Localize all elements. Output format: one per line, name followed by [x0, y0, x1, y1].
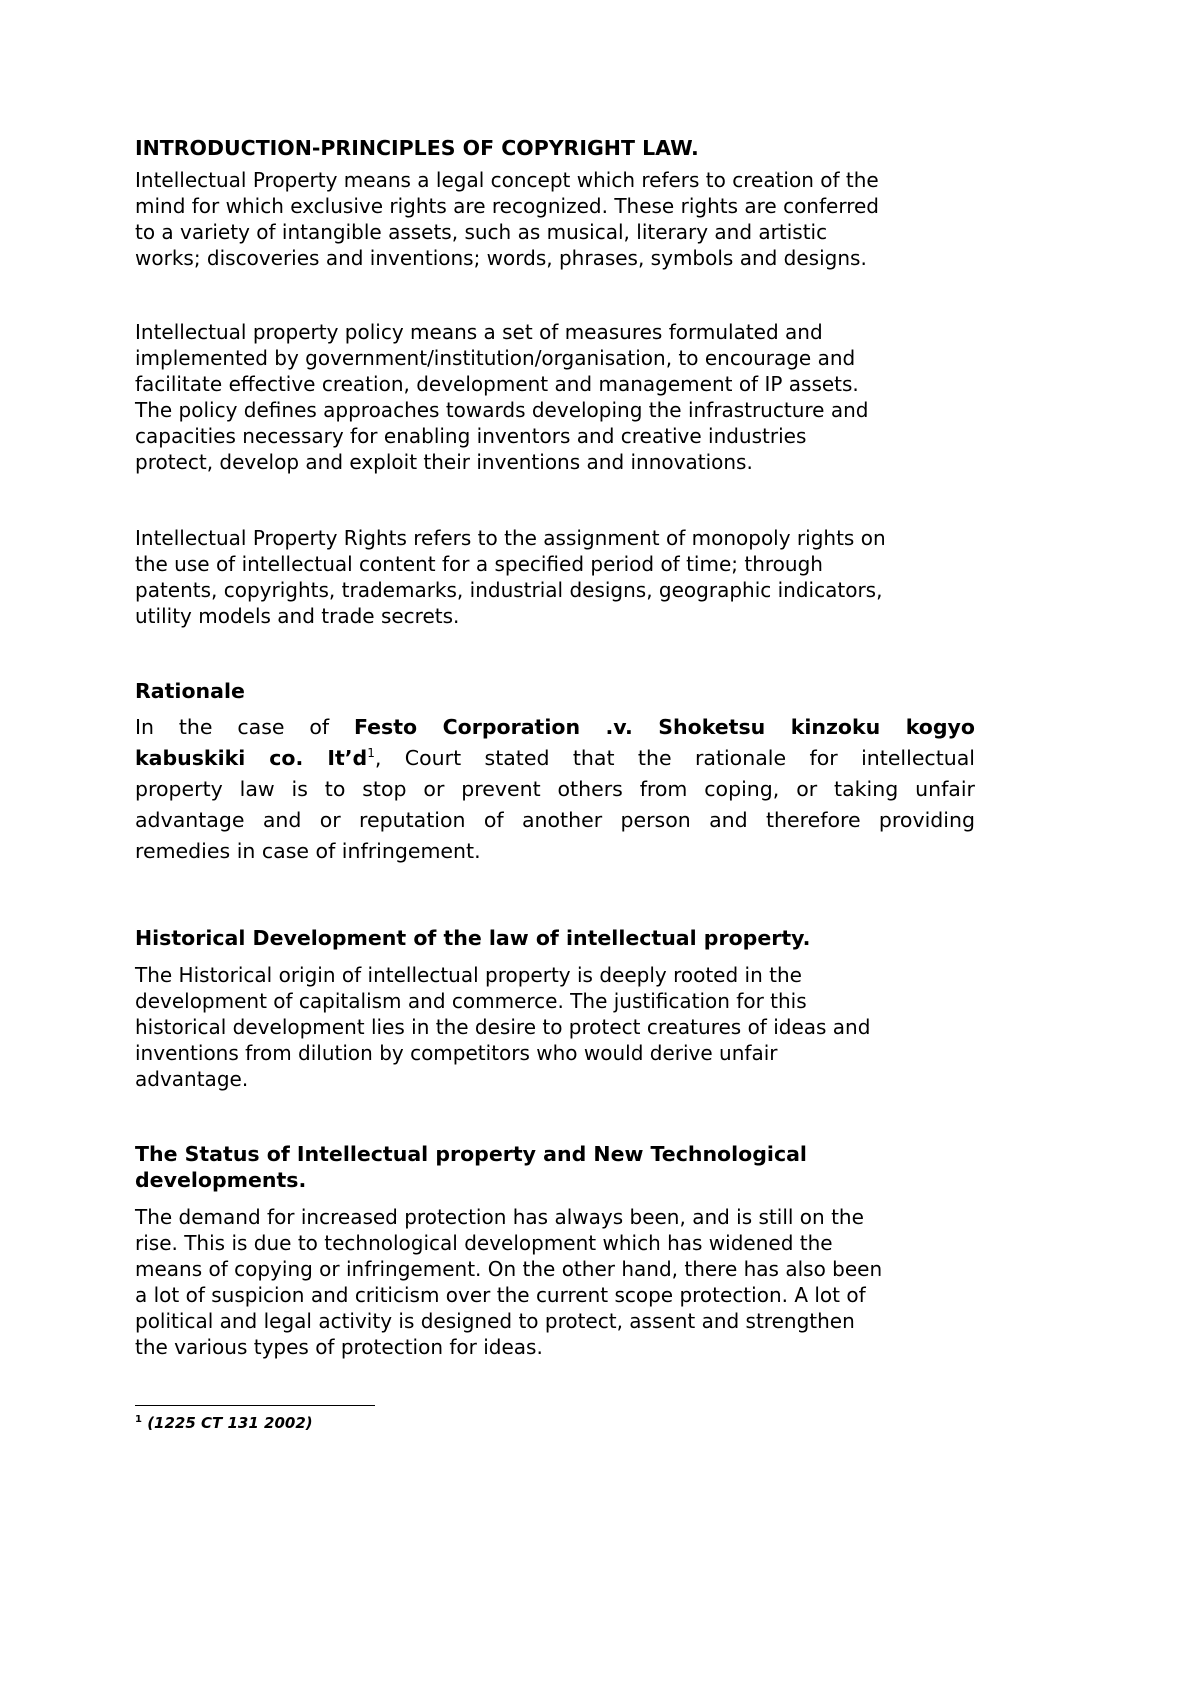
text-run: In the case of	[135, 715, 354, 739]
text-line: protect, develop and exploit their inventions and innovations.	[135, 450, 753, 474]
text-line: historical development lies in the desire to protect creatures of ideas and	[135, 1015, 871, 1039]
text-line: mind for which exclusive rights are recognized. These rights are conferred	[135, 194, 879, 218]
heading-historical-development: Historical Development of the law of intellectual property.	[135, 926, 811, 950]
footnote	[135, 1414, 313, 1432]
heading-line: The Status of Intellectual property and New Technological	[135, 1142, 807, 1166]
text-line: works; discoveries and inventions; words, phrases, symbols and designs.	[135, 246, 867, 270]
text-line	[135, 743, 975, 774]
text-line: Intellectual Property means a legal concept which refers to creation of the	[135, 168, 879, 192]
text-run: , Court stated that the rationale for intellectual	[374, 746, 975, 770]
text-line: a lot of suspicion and criticism over the current scope protection. A lot of	[135, 1283, 866, 1307]
text-line	[135, 712, 975, 743]
case-name: kabuskiki co. It’d	[135, 746, 368, 770]
paragraph-ip-definition	[135, 167, 975, 271]
text-line: development of capitalism and commerce. The justification for this	[135, 989, 807, 1013]
text-line: capacities necessary for enabling inventors and creative industries	[135, 424, 807, 448]
text-line: The Historical origin of intellectual property is deeply rooted in the	[135, 963, 802, 987]
paragraph-rationale	[135, 712, 975, 867]
text-line: the various types of protection for ideas.	[135, 1335, 543, 1359]
footnote-reference[interactable]: 1	[367, 746, 375, 761]
text-line: Intellectual Property Rights refers to the assignment of monopoly rights on	[135, 526, 886, 550]
text-line: political and legal activity is designed to protect, assent and strengthen	[135, 1309, 855, 1333]
paragraph-historical	[135, 962, 975, 1092]
text-line: property law is to stop or prevent others from coping, or taking unfair	[135, 777, 975, 801]
footnote-separator	[135, 1405, 375, 1406]
heading-status	[135, 1141, 975, 1193]
text-line: The policy defines approaches towards developing the infrastructure and	[135, 398, 869, 422]
text-line: utility models and trade secrets.	[135, 604, 460, 628]
text-line: remedies in case of infringement.	[135, 839, 481, 863]
heading-rationale: Rationale	[135, 679, 245, 703]
paragraph-ip-rights	[135, 525, 975, 629]
heading-line: developments.	[135, 1168, 307, 1192]
text-line: the use of intellectual content for a specified period of time; through	[135, 552, 823, 576]
text-line: advantage.	[135, 1067, 249, 1091]
text-line: Intellectual property policy means a set of measures formulated and	[135, 320, 823, 344]
document-title: INTRODUCTION-PRINCIPLES OF COPYRIGHT LAW.	[135, 136, 699, 160]
footnote-number: 1	[135, 1414, 142, 1425]
text-line: means of copying or infringement. On the other hand, there has also been	[135, 1257, 883, 1281]
paragraph-status	[135, 1204, 975, 1360]
text-line: advantage and or reputation of another person and therefore providing	[135, 808, 975, 832]
text-line: facilitate effective creation, development and management of IP assets.	[135, 372, 859, 396]
text-line: patents, copyrights, trademarks, industrial designs, geographic indicators,	[135, 578, 883, 602]
paragraph-ip-policy	[135, 319, 975, 475]
text-line: implemented by government/institution/organisation, to encourage and	[135, 346, 856, 370]
footnote-text: (1225 CT 131 2002)	[147, 1414, 313, 1432]
text-line: rise. This is due to technological development which has widened the	[135, 1231, 833, 1255]
text-line: The demand for increased protection has always been, and is still on the	[135, 1205, 864, 1229]
text-line: to a variety of intangible assets, such as musical, literary and artistic	[135, 220, 828, 244]
text-line: inventions from dilution by competitors who would derive unfair	[135, 1041, 778, 1065]
case-name: Festo Corporation .v. Shoketsu kinzoku kogyo	[353, 715, 975, 739]
